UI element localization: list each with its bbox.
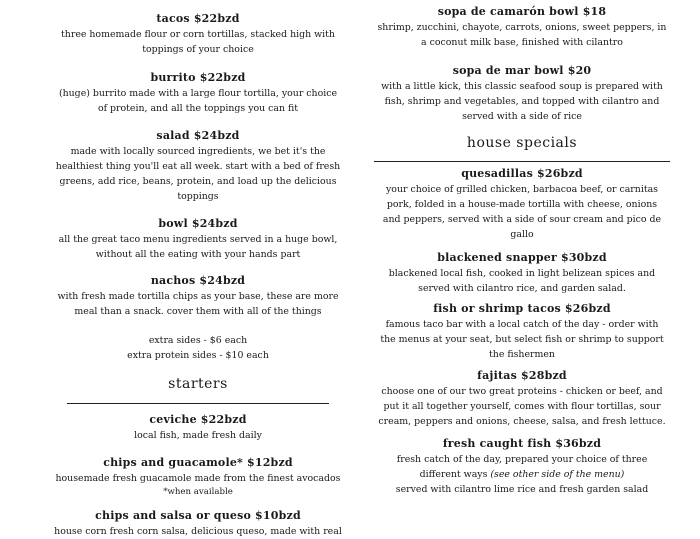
item-desc-line: greens, add rice, beans, protein, and load up the delicious xyxy=(59,176,337,187)
menu-item-chips-guacamole xyxy=(38,456,358,498)
item-desc-line: fish, shrimp and vegetables, and topped with cilantro and xyxy=(384,96,660,107)
item-title: chips and guacamole* $12bzd xyxy=(103,456,293,469)
item-desc-line: blackened local fish, cooked in light belizean spices and xyxy=(388,268,656,279)
item-title: tacos $22bzd xyxy=(156,12,240,25)
item-title: salad $24bzd xyxy=(156,129,240,142)
item-desc-line: your choice of grilled chicken, barbacoa beef, or carnitas xyxy=(386,184,658,195)
availability-note: *when available xyxy=(163,487,233,497)
menu-item-salad xyxy=(38,129,358,204)
item-desc-line: cream, peppers and onions, cheese, salsa, and fresh lettuce. xyxy=(378,416,666,427)
item-title: burrito $22bzd xyxy=(150,71,246,84)
item-desc-line: local fish, made fresh daily xyxy=(134,430,262,441)
extra-sides-line: extra sides - $6 each xyxy=(148,335,248,346)
item-desc-line: served with a side of rice xyxy=(462,111,582,122)
item-title: blackened snapper $30bzd xyxy=(437,251,607,264)
menu-item-bowl xyxy=(38,217,358,262)
right-column xyxy=(372,0,672,497)
item-title: bowl $24bzd xyxy=(158,217,238,230)
menu-item-sopa-mar xyxy=(372,64,672,124)
item-desc-line: served with cilantro rice, and garden salad. xyxy=(418,283,626,294)
menu-reference-note: (see other side of the menu) xyxy=(490,469,625,480)
item-desc-line: (huge) burrito made with a large flour tortilla, your choice xyxy=(58,88,338,99)
item-desc-line: served with cilantro lime rice and fresh garden salad xyxy=(395,484,649,495)
menu-item-chips-salsa xyxy=(38,509,358,539)
item-desc-line: toppings of your choice xyxy=(142,44,254,55)
extra-sides xyxy=(38,333,358,363)
item-desc-line: made with locally sourced ingredients, we bet it's the xyxy=(70,146,326,157)
item-title: fajitas $28bzd xyxy=(477,369,567,382)
house-specials-heading: house specials xyxy=(466,135,578,151)
item-title: chips and salsa or queso $10bzd xyxy=(95,509,301,522)
extra-protein-line: extra protein sides - $10 each xyxy=(127,350,269,361)
item-desc-line: fresh catch of the day, prepared your choice of three xyxy=(396,454,648,465)
menu-item-tacos xyxy=(38,12,358,57)
item-title: fish or shrimp tacos $26bzd xyxy=(433,302,611,315)
item-title: sopa de mar bowl $20 xyxy=(452,64,592,77)
starters-heading: starters xyxy=(168,376,228,392)
item-desc-line: with a little kick, this classic seafood soup is prepared with xyxy=(381,81,663,92)
item-desc-line xyxy=(372,467,672,482)
menu-item-fish-shrimp-tacos xyxy=(372,302,672,362)
menu-item-blackened-snapper xyxy=(372,251,672,296)
item-desc-line: toppings xyxy=(177,191,219,202)
item-desc-line: a coconut milk base, finished with cilantro xyxy=(421,37,623,48)
item-title: fresh caught fish $36bzd xyxy=(442,437,602,450)
item-title: sopa de camarón bowl $18 xyxy=(437,5,607,18)
item-desc-line: housemade fresh guacamole made from the finest avocados xyxy=(55,473,341,484)
menu-item-quesadillas xyxy=(372,167,672,242)
item-desc-line: house corn fresh corn salsa, delicious queso, made with real xyxy=(54,526,342,537)
item-desc-line: of protein, and all the toppings you can fit xyxy=(97,103,299,114)
left-column xyxy=(38,0,358,539)
item-desc-line: put it all together yourself, comes with flour tortillas, sour xyxy=(383,401,661,412)
item-desc-line: without all the eating with your hands part xyxy=(95,249,301,260)
menu-item-ceviche xyxy=(38,413,358,443)
item-desc-line: three homemade flour or corn tortillas, stacked high with xyxy=(61,29,335,40)
item-desc-line: all the great taco menu ingredients served in a huge bowl, xyxy=(58,234,338,245)
item-desc-text: different ways xyxy=(419,469,491,480)
item-desc-line: the menus at your seat, but select fish or shrimp to support xyxy=(380,334,664,345)
menu-item-nachos xyxy=(38,274,358,319)
item-desc-line: famous taco bar with a local catch of the day - order with xyxy=(385,319,659,330)
menu-item-burrito xyxy=(38,71,358,116)
item-desc-line: with fresh made tortilla chips as your base, these are more xyxy=(57,291,339,302)
item-title: nachos $24bzd xyxy=(150,274,246,287)
menu-item-fajitas xyxy=(372,369,672,429)
menu-item-sopa-camaron xyxy=(372,5,672,50)
item-desc-line: the fishermen xyxy=(489,349,555,360)
menu-item-fresh-caught-fish xyxy=(372,437,672,497)
item-title: quesadillas $26bzd xyxy=(461,167,583,180)
item-desc-line: and peppers, served with a side of sour cream and pico de xyxy=(382,214,662,225)
item-desc-line: healthiest thing you'll eat all week. start with a bed of fresh xyxy=(55,161,341,172)
item-desc-line: choose one of our two great proteins - chicken or beef, and xyxy=(381,386,663,397)
item-desc-line: gallo xyxy=(510,229,534,240)
item-desc-line: pork, folded in a house-made tortilla with cheese, onions xyxy=(386,199,658,210)
item-title: ceviche $22bzd xyxy=(149,413,247,426)
item-desc-line: meal than a snack. cover them with all of the things xyxy=(74,306,322,317)
item-desc-line: shrimp, zucchini, chayote, carrots, onions, sweet peppers, in xyxy=(377,22,667,33)
